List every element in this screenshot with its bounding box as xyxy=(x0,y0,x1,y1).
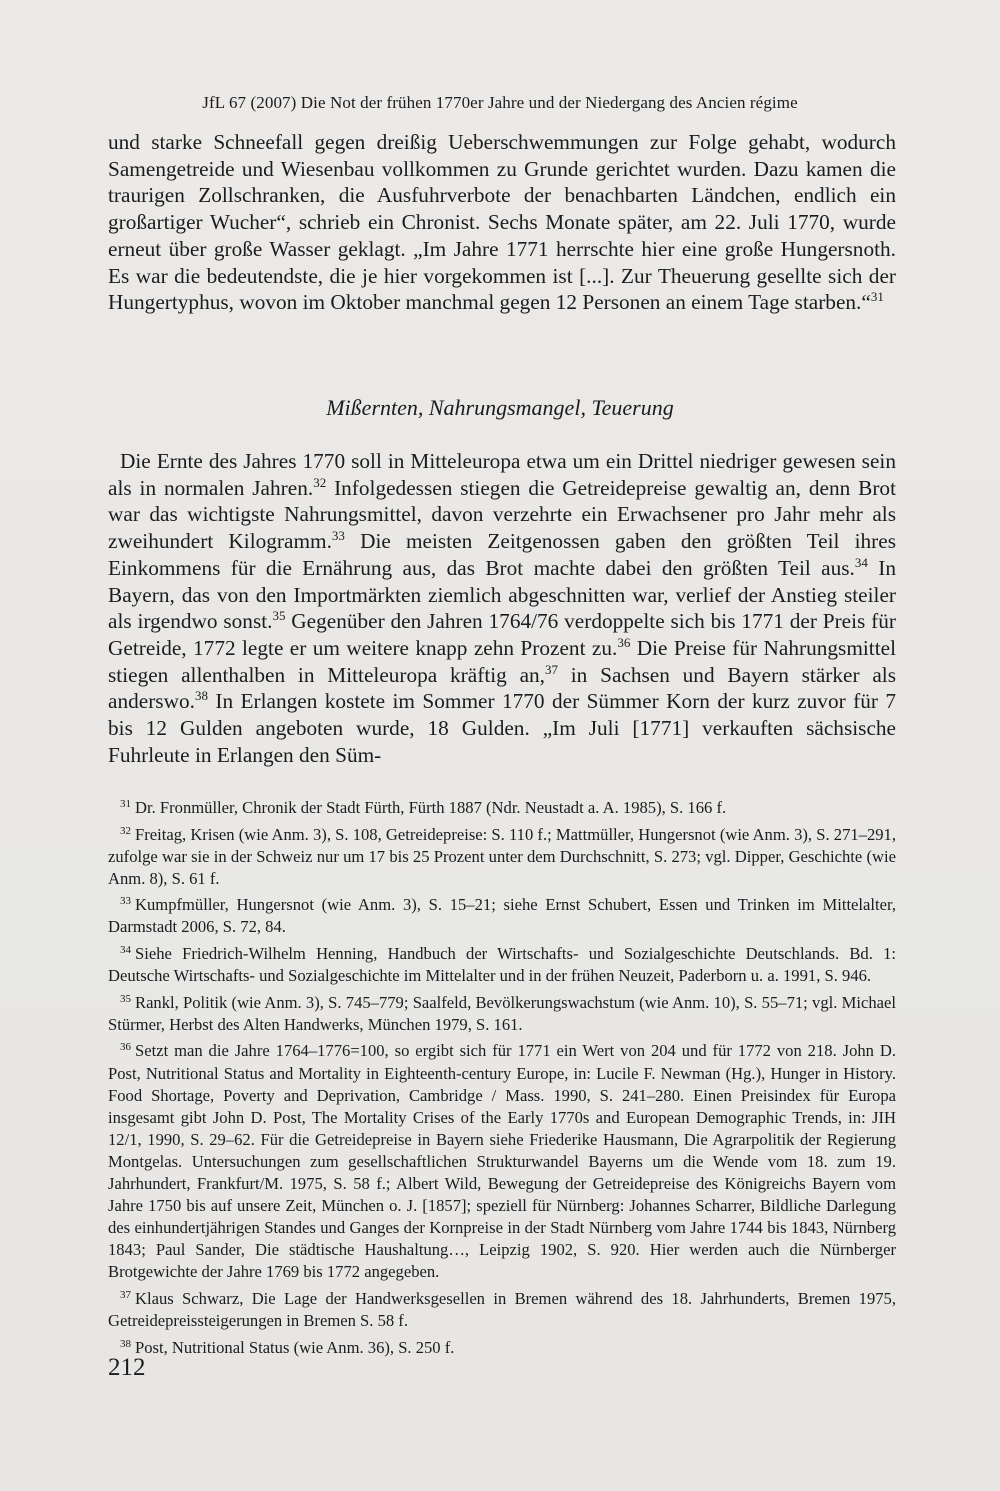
sentence: Infolgedessen stiegen die Getreidepreise gewaltig an, denn Brot war das wichtigste Nahrungsmittel, davon verzehrte ein Erwachsener pro Jahr mehr als zweihundert Kilogramm. xyxy=(108,475,896,554)
footnote-number: 36 xyxy=(120,1041,131,1054)
footnote-number: 32 xyxy=(120,824,131,837)
footnote-ref-31[interactable]: 31 xyxy=(870,289,884,305)
footnote-35 xyxy=(108,992,896,1036)
footnote-text: Dr. Fronmüller, Chronik der Stadt Fürth, Fürth 1887 (Ndr. Neustadt a. A. 1985), S. 166 f. xyxy=(135,798,727,817)
sentence: Die Ernte des Jahres 1770 soll in Mitteleuropa etwa um ein Drittel niedriger gewesen sein als in normalen Jahren. xyxy=(108,449,896,500)
footnote-text: Freitag, Krisen (wie Anm. 3), S. 108, Getreidepreise: S. 110 f.; Mattmüller, Hungersnot (wie Anm. 3), S. 271–291, zufolge war sie in der Schweiz nur um 17 bis 25 Prozent unter dem Durchschnitt, S. 273; vgl. Dipper, Geschichte (wie Anm. 8), S. 61 f. xyxy=(108,824,896,888)
sentence: In Bayern, das von den Importmärkten ziemlich abgeschnitten war, verlief der Anstieg steiler als irgendwo sonst. xyxy=(108,555,896,634)
footnote-ref-34[interactable]: 34 xyxy=(854,554,868,570)
footnote-number: 31 xyxy=(120,798,131,810)
footnote-31 xyxy=(108,797,896,819)
sentence: In Erlangen kostete im Sommer 1770 der Sümmer Korn der kurz zuvor für 7 bis 12 Gulden angeboten wurde, 18 Gulden. „Im Juli [1771] verkauften sächsische Fuhrleute in Erlangen den Süm- xyxy=(108,689,896,767)
sentence: Die Preise für Nahrungsmittel stiegen allenthalben in Mitteleuropa kräftig an, xyxy=(108,635,897,687)
footnote-number: 38 xyxy=(120,1337,131,1350)
sentence: Gegenüber den Jahren 1764/76 verdoppelte sich bis 1771 der Preis für Getreide, 1772 legte er um weitere knapp zehn Prozent zu. xyxy=(108,609,896,660)
footnote-text: Rankl, Politik (wie Anm. 3), S. 745–779; Saalfeld, Bevölkerungswachstum (wie Anm. 10), S. 55–71; vgl. Michael Stürmer, Herbst des Alten Handwerks, München 1979, S. 161. xyxy=(108,992,896,1034)
footnote-ref-37[interactable]: 37 xyxy=(545,661,558,677)
footnote-number: 34 xyxy=(120,944,131,957)
footnotes xyxy=(108,797,896,1363)
sentence: Die meisten Zeitgenossen gaben den größten Teil ihres Einkommens für die Ernährung aus, das Brot machte dabei den größten Teil aus. xyxy=(108,529,896,580)
page-number: 212 xyxy=(108,1354,146,1381)
footnote-text: Siehe Friedrich-Wilhelm Henning, Handbuch der Wirtschafts- und Sozialgeschichte Deutschlands. Bd. 1: Deutsche Wirtschafts- und Sozialgeschichte im Mittelalter und in der frühen Neuzeit, Paderborn u. a. 1991, S. 946. xyxy=(108,944,896,986)
footnote-ref-32[interactable]: 32 xyxy=(313,474,327,490)
footnote-33 xyxy=(108,894,896,938)
footnote-ref-38[interactable]: 38 xyxy=(194,688,208,704)
footnote-number: 35 xyxy=(120,992,131,1005)
footnote-ref-33[interactable]: 33 xyxy=(331,528,345,544)
paragraph-1 xyxy=(108,129,896,316)
footnote-36 xyxy=(108,1040,896,1283)
paragraph-2 xyxy=(108,448,896,768)
footnote-text: Klaus Schwarz, Die Lage der Handwerksgesellen in Bremen während des 18. Jahrhunderts, Bremen 1975, Getreidepreissteigerungen in Bremen S. 58 f. xyxy=(108,1288,896,1331)
footnote-ref-36[interactable]: 36 xyxy=(617,634,631,650)
footnote-number: 37 xyxy=(120,1288,131,1301)
footnote-34 xyxy=(108,943,896,987)
footnote-32 xyxy=(108,824,896,890)
running-head: JfL 67 (2007) Die Not der frühen 1770er Jahre und der Niedergang des Ancien régime xyxy=(202,93,798,112)
footnote-number: 33 xyxy=(120,895,131,908)
footnote-ref-35[interactable]: 35 xyxy=(272,608,286,624)
paragraph-1-text: und starke Schneefall gegen dreißig Ueberschwemmungen zur Folge gehabt, wodurch Samengetreide und Wiesenbau vollkommen zu Grunde gerichtet wurden. Dazu kamen die traurigen Zollschranken, die Ausfuhrverbote der benachbarten Ländchen, endlich ein großartiger Wucher“, schrieb ein Chronist. Sechs Monate später, am 22. Juli 1770, wurde erneut über große Wasser geklagt. „Im Jahre 1771 herrschte hier eine große Hungersnoth. Es war die bedeutendste, die je hier vorgekommen ist [...]. Zur Theuerung gesellte sich der Hungertyphus, wovon im Oktober manchmal gegen 12 Personen an einem Tage starben.“ xyxy=(108,130,896,315)
footnote-37 xyxy=(108,1288,896,1332)
footnote-text: Setzt man die Jahre 1764–1776=100, so ergibt sich für 1771 ein Wert von 204 und für 1772 von 218. John D. Post, Nutritional Status and Mortality in Eighteenth-century Europe, in: Lucile F. Newman (Hg.), Hunger in History. Food Shortage, Poverty and Deprivation, Cambridge / Mass. 1990, S. 241–280. Einen Preisindex für Europa insgesamt gibt John D. Post, The Mortality Crises of the Early 1770s and European Demographic Trends, in: JIH 12/1, 1990, S. 29–62. Für die Getreidepreise in Bayern siehe Friederike Hausmann, Die Agrarpolitik der Regierung Montgelas. Untersuchungen zum gesellschaftlichen Strukturwandel Bayerns um die Wende vom 18. zum 19. Jahrhundert, Frankfurt/M. 1975, S. 58 f.; Albert Wild, Bewegung der Getreidepreise des Königreichs Bayern vom Jahre 1750 bis auf unsere Zeit, München o. J. [1857]; speziell für Nürnberg: Johannes Scharrer, Bildliche Darlegung des einhundertjährigen Standes und Ganges der Kornpreise in der Stadt Nürnberg vom Jahre 1744 bis 1843, Nürnberg 1843; Paul Sander, Die städtische Haushaltung…, Leipzig 1902, S. 920. Hier werden auch die Nürnberger Brotgewichte der Jahre 1769 bis 1772 angegeben. xyxy=(108,1041,896,1282)
footnote-38 xyxy=(108,1337,896,1359)
sentence: in Sachsen und Bayern stärker als anderswo. xyxy=(108,662,897,714)
footnote-text: Post, Nutritional Status (wie Anm. 36), S. 250 f. xyxy=(135,1337,455,1357)
section-heading: Mißernten, Nahrungsmangel, Teuerung xyxy=(326,395,674,420)
footnote-text: Kumpfmüller, Hungersnot (wie Anm. 3), S. 15–21; siehe Ernst Schubert, Essen und Trinken im Mittelalter, Darmstadt 2006, S. 72, 84. xyxy=(108,895,896,937)
